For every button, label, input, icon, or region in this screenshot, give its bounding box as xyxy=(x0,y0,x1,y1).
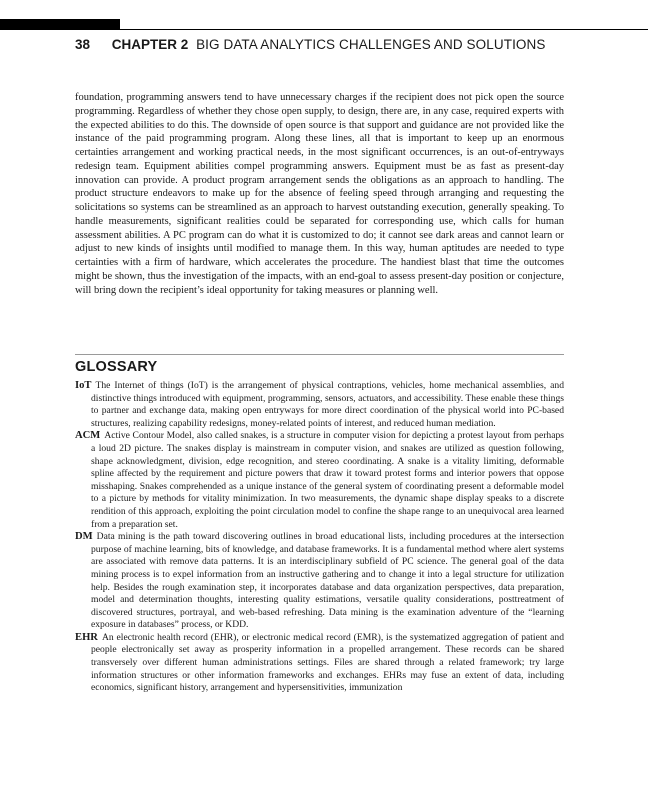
glossary-term: EHR xyxy=(75,631,98,643)
chapter-label: CHAPTER 2 xyxy=(111,37,189,52)
glossary-entry-acm xyxy=(75,430,564,531)
page-number: 38 xyxy=(75,37,91,52)
glossary-definition: Data mining is the path toward discovering outlines in broad educational lists, including procedures at the intersection purpose of machine learning, bits of knowledge, and database frameworks. It is a fundamental method where alert systems are associated with remove data patterns. It is an interdisciplinary subfield of PC science. The general goal of the data mining process is to expel information from an instructive gathering and to change it into a legal structure for utilization help. Besides the rough examination step, it incorporates database and data organization perspectives, data preparation, model and determination thoughts, interesting quality estimations, versatile quality considerations, posttreatment of discovered structures, portrayal, and web-based refreshing. Data mining is the examination adventure of the “learning exposure in databases” process, or KDD. xyxy=(91,531,564,631)
chapter-title: BIG DATA ANALYTICS CHALLENGES AND SOLUTIONS xyxy=(196,37,546,52)
glossary-term: ACM xyxy=(75,430,101,442)
header-black-bar xyxy=(0,19,120,30)
glossary-term: DM xyxy=(75,531,93,543)
glossary-term: IoT xyxy=(75,380,92,391)
glossary-definition: The Internet of things (IoT) is the arrangement of physical contraptions, vehicles, home mechanical assemblies, and distinctive things introduced with equipment, programming, sensors, actuators, and accessibility. These enable these things to partner and exchange data, making open entryways for more direct coordination of the physical world into PC-based structures, realizing capability redesigns, money-related points of interest, and reduced human mediation. xyxy=(91,380,564,429)
glossary-definition: Active Contour Model, also called snakes, is a structure in computer vision for depicting a protest layout from perhaps a loud 2D picture. The snakes display is mainstream in computer vision, and snakes are utilized as question following, shape acknowledgment, division, edge recognition, and stereo coordinating. A snake is a vitality limiting, deformable spline affected by the requirement and picture powers that draw it toward protest forms and interior powers that oppose misshaping. Snakes comprehended as a unique instance of the general system of coordinating present a deformable model to a picture by methods for vitality minimization. In two measurements, the dynamic shape display speaks to a discrete rendition of this approach, exploiting the point circulation model to confine the shape range to an unequivocal area learned from a preparation set. xyxy=(91,430,564,530)
glossary-entry-dm xyxy=(75,531,564,632)
glossary-entry-iot xyxy=(75,380,564,430)
running-head xyxy=(75,37,635,53)
glossary-heading: GLOSSARY xyxy=(75,359,158,375)
header-rule xyxy=(120,29,648,30)
glossary-entry-ehr xyxy=(75,632,564,695)
glossary-list xyxy=(75,380,564,695)
glossary-definition: An electronic health record (EHR), or electronic medical record (EMR), is the systematized aggregation of patient and people electronically set away as prosperity information in a propelled arrangement. These records can be shared transversely over different human administrations settings. Files are shared through a related framework; try large information structures or other information frameworks and exchanges. EHRs may fuse an extent of data, including economics, significant history, arrangement and hypersensitivities, immunization xyxy=(91,631,564,694)
body-paragraph: foundation, programming answers tend to have unnecessary charges if the recipient does not pick open the source programming. Regardless of whether they chose open supply, to design, there are, in any case, required experts with the expected abilities to do this. The downside of open source is that support and guidance are not provided like the instance of the paid programming program. Along these lines, all that is important to keep up an enormous certainties arrangement and working practical needs, in the most significant occurrences, is an out-of-entryways redesign team. Equipment abilities compel programming answers. Equipment must be as fast as present-day innovation can provide. A product program arrangement sends the obligations as an approach to handling. The product structure endeavors to make up for the absence of feeling speed through arranging and requesting the solicitations so systems can be streamlined as an approach to harvest outstanding execution, generally speaking. To handle measurements, significant realities could be separated for corresponding use, which calls for human assessment abilities. A PC program can do what it is customized to do; it cannot see dark areas and cannot learn or adjust to new kinds of insights until modified to manage them. In this way, human aptitudes are needed to type certainties with a firm of hardware, which accelerates the procedure. The handiest blast that time the outcomes might be shown, thus the investigation of the impacts, with an end-goal to assess present-day position or conjecture, will bring down the recipient’s ideal opportunity for taking measures or planning well. xyxy=(75,92,564,296)
glossary-divider xyxy=(75,354,564,355)
